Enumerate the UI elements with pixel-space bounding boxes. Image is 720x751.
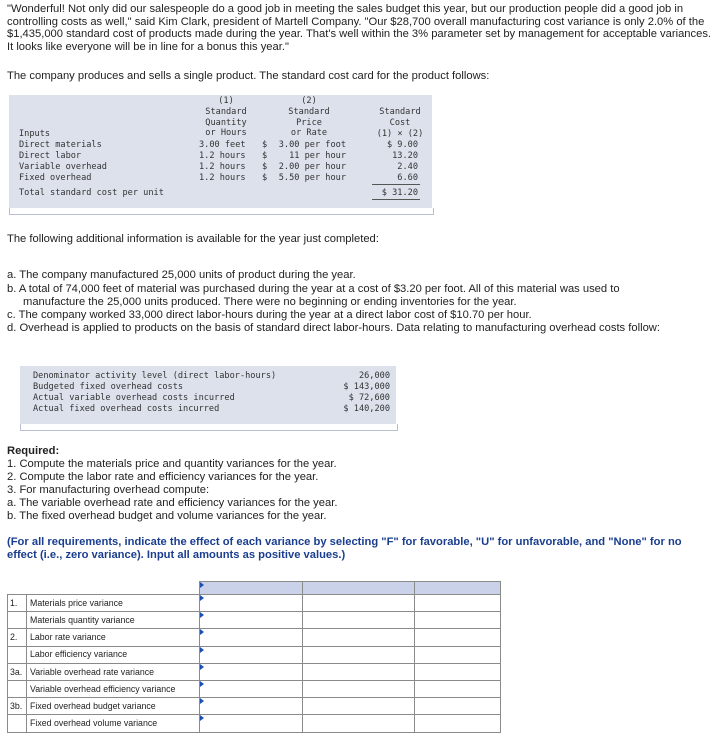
- table-row: [8, 698, 501, 715]
- variance-amount-input[interactable]: [200, 646, 303, 663]
- header-cell: [303, 582, 415, 595]
- col-header-price: (2) Standard Price or Rate: [288, 96, 330, 139]
- answer-header-row: [8, 582, 501, 595]
- variance-amount-input[interactable]: [200, 595, 303, 612]
- overhead-row-value: $ 143,000: [343, 382, 390, 392]
- variance-extra-cell[interactable]: [415, 663, 501, 680]
- variance-label: Labor rate variance: [27, 629, 200, 646]
- table-row: [8, 629, 501, 646]
- required-3b: b. The fixed overhead budget and volume variances for the year.: [7, 510, 327, 522]
- variance-amount-input[interactable]: [200, 715, 303, 732]
- required-3a: a. The variable overhead rate and efficiency variances for the year.: [7, 497, 338, 509]
- total-rule: [372, 184, 420, 185]
- card-row-rate: 2.00 per hour: [278, 162, 346, 172]
- card-row-qty: 1.2 hours: [199, 173, 246, 183]
- overhead-bottom-edge: [20, 424, 398, 431]
- col-header-quantity: (1) Standard Quantity or Hours: [205, 96, 247, 139]
- col-header-cost: Standard Cost (1) × (2): [376, 107, 424, 139]
- header-cell: [200, 582, 303, 595]
- variance-extra-cell[interactable]: [415, 715, 501, 732]
- variance-extra-cell[interactable]: [415, 612, 501, 629]
- required-1: 1. Compute the materials price and quantity variances for the year.: [7, 458, 337, 470]
- required-title: Required:: [7, 445, 60, 457]
- variance-extra-cell[interactable]: [415, 595, 501, 612]
- row-number: 2.: [8, 629, 27, 646]
- variance-label: Variable overhead rate variance: [27, 663, 200, 680]
- table-row: [8, 612, 501, 629]
- card-bottom-edge: [9, 208, 434, 215]
- table-row: [8, 646, 501, 663]
- row-number: 3a.: [8, 663, 27, 680]
- variance-amount-input[interactable]: [200, 698, 303, 715]
- variance-effect-select[interactable]: [303, 629, 415, 646]
- additional-info-heading: The following additional information is available for the year just completed:: [7, 233, 379, 245]
- variance-label: Labor efficiency variance: [27, 646, 200, 663]
- overhead-row-value: 26,000: [358, 371, 390, 381]
- row-number: 3b.: [8, 698, 27, 715]
- required-2: 2. Compute the labor rate and efficiency variances for the year.: [7, 471, 319, 483]
- header-spacer: [27, 582, 200, 595]
- card-row-dollar: $: [262, 140, 268, 150]
- card-row-qty: 3.00 feet: [199, 140, 246, 150]
- variance-amount-input[interactable]: [200, 629, 303, 646]
- variance-extra-cell[interactable]: [415, 680, 501, 697]
- instruction-note: (For all requirements, indicate the effect of each variance by selecting "F" for favorable, "U" for unfavorable, and "None" for no effect (i.e., zero variance). Input all amounts as positive values.): [7, 536, 682, 561]
- intro-paragraph: "Wonderful! Not only did our salespeople do a good job in meeting the sales budget this year, but our production people did a good job in controlling costs as well," said Kim Clark, president of Martell Company. "Our $28,700 overall manufacturing cost variance is only 2.0% of the $1,435,000 standard cost of products made during the year. That's well within the 3% parameter set by management for acceptable variances. It looks like everyone will be in line for a bonus this year.": [7, 3, 712, 53]
- variance-effect-select[interactable]: [303, 595, 415, 612]
- card-row-rate: 5.50 per hour: [278, 173, 346, 183]
- variance-effect-select[interactable]: [303, 612, 415, 629]
- intro-card-sentence: The company produces and sells a single product. The standard cost card for the product follows:: [7, 70, 490, 82]
- card-row-rate: 3.00 per foot: [278, 140, 346, 150]
- variance-extra-cell[interactable]: [415, 646, 501, 663]
- overhead-row-label: Actual fixed overhead costs incurred: [33, 404, 220, 414]
- card-row-cost: 6.60: [397, 173, 418, 183]
- variance-label: Materials quantity variance: [27, 612, 200, 629]
- overhead-row-label: Denominator activity level (direct labor-hours): [33, 371, 277, 381]
- header-cell: [415, 582, 501, 595]
- row-number: [8, 680, 27, 697]
- variance-amount-input[interactable]: [200, 612, 303, 629]
- variance-effect-select[interactable]: [303, 663, 415, 680]
- item-b: b. A total of 74,000 feet of material was purchased during the year at a cost of $3.20 per foot. All of this material was used to: [7, 283, 620, 295]
- overhead-row-label: Budgeted fixed overhead costs: [33, 382, 184, 392]
- item-b-continued: manufacture the 25,000 units produced. There were no beginning or ending inventories for the year.: [23, 296, 517, 308]
- card-row-qty: 1.2 hours: [199, 162, 246, 172]
- table-row: [8, 715, 501, 732]
- table-row: [8, 663, 501, 680]
- variance-label: Fixed overhead budget variance: [27, 698, 200, 715]
- card-row: Fixed overhead: [19, 173, 92, 183]
- variance-extra-cell[interactable]: [415, 629, 501, 646]
- card-row-qty: 1.2 hours: [199, 151, 246, 161]
- overhead-row-value: $ 140,200: [343, 404, 390, 414]
- inputs-label: Inputs: [19, 129, 51, 139]
- header-spacer: [8, 582, 27, 595]
- row-number: [8, 646, 27, 663]
- total-value: $ 31.20: [381, 188, 418, 198]
- variance-label: Fixed overhead volume variance: [27, 715, 200, 732]
- item-d: d. Overhead is applied to products on the basis of standard direct labor-hours. Data relating to manufacturing overhead costs follow:: [7, 322, 660, 334]
- card-row: Direct labor: [19, 151, 82, 161]
- row-number: [8, 715, 27, 732]
- variance-amount-input[interactable]: [200, 663, 303, 680]
- total-double-rule: [372, 199, 420, 200]
- required-3: 3. For manufacturing overhead compute:: [7, 484, 210, 496]
- variance-label: Variable overhead efficiency variance: [27, 680, 200, 697]
- total-label: Total standard cost per unit: [19, 188, 164, 198]
- variance-effect-select[interactable]: [303, 698, 415, 715]
- overhead-row-value: $ 72,600: [348, 393, 390, 403]
- variance-effect-select[interactable]: [303, 646, 415, 663]
- card-row-cost: $ 9.00: [386, 140, 418, 150]
- card-row-dollar: $: [262, 162, 268, 172]
- variance-effect-select[interactable]: [303, 680, 415, 697]
- variance-amount-input[interactable]: [200, 680, 303, 697]
- card-row-cost: 2.40: [397, 162, 418, 172]
- card-row-rate: 11 per hour: [289, 151, 346, 161]
- variance-effect-select[interactable]: [303, 715, 415, 732]
- card-row-dollar: $: [262, 151, 268, 161]
- overhead-row-label: Actual variable overhead costs incurred: [33, 393, 235, 403]
- answer-table: [7, 581, 501, 733]
- table-row: [8, 680, 501, 697]
- card-row-cost: 13.20: [392, 151, 418, 161]
- variance-extra-cell[interactable]: [415, 698, 501, 715]
- variance-label: Materials price variance: [27, 595, 200, 612]
- row-number: [8, 612, 27, 629]
- row-number: 1.: [8, 595, 27, 612]
- item-c: c. The company worked 33,000 direct labor-hours during the year at a direct labor cost of $10.70 per hour.: [7, 309, 532, 321]
- item-a: a. The company manufactured 25,000 units of product during the year.: [7, 269, 356, 281]
- card-row: Variable overhead: [19, 162, 107, 172]
- table-row: [8, 595, 501, 612]
- card-row-dollar: $: [262, 173, 268, 183]
- card-row: Direct materials: [19, 140, 102, 150]
